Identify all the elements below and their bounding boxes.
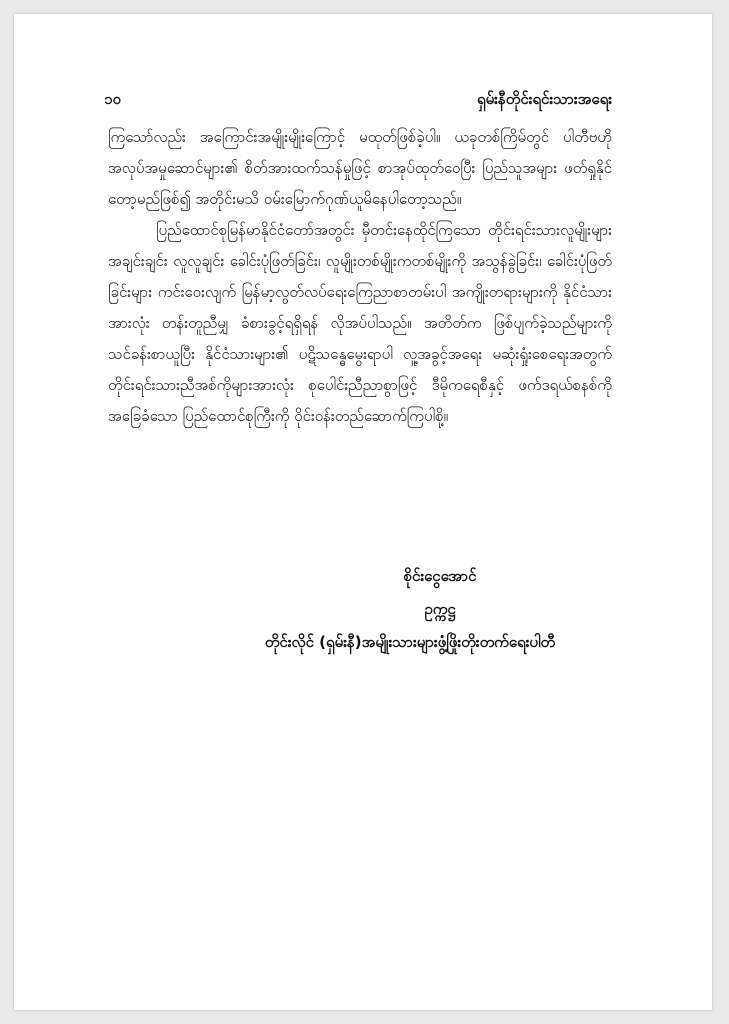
- running-title: ရှမ်းနီတိုင်းရင်းသားအရေး: [476, 90, 612, 108]
- signature-block: [200, 560, 620, 659]
- signatory-name: စိုင်းငွေအောင်: [403, 567, 477, 585]
- body-text: [108, 122, 612, 432]
- signatory-title: ဥက္ကဋ္ဌ: [424, 600, 456, 618]
- paragraph-1: ကြသော်လည်း အကြောင်းအမျိုးမျိုးကြောင့် မထုတ်ဖြစ်ခဲ့ပါ။ ယခုတစ်ကြိမ်တွင် ပါတီဗဟိုအလုပ်အမှုဆောင်များ၏ စိတ်အားထက်သန်မှုဖြင့် စာအုပ်ထုတ်ဝေပြီး ပြည်သူအများ ဖတ်ရှုနိုင်တော့မည်ဖြစ်၍ အတိုင်းမသိ ဝမ်းမြောက်ဂုဏ်ယူမိနေပါတော့သည်။: [108, 128, 612, 208]
- paragraph-2: ပြည်ထောင်စုမြန်မာနိုင်ငံတော်အတွင်း မှီတင်းနေထိုင်ကြသော တိုင်းရင်းသားလူမျိုးများ အချင်းချင်း လူလူချင်း ခေါင်းပုံဖြတ်ခြင်း၊ လူမျိုးတစ်မျိုးကတစ်မျိုးကို အသွန်ခွဲခြင်း၊ ခေါင်းပုံဖြတ်ခြင်းများ ကင်းဝေးလျက် မြန်မာ့လွတ်လပ်ရေးကြေညာစာတမ်းပါ အကျိုးတရားများကို နိုင်ငံသားအားလုံး တန်းတူညီမျှ ခံစားခွင့်ရရှိရန် လိုအပ်ပါသည်။ အတိတ်က ဖြစ်ပျက်ခဲ့သည်များကိုသင်ခန်းစာယူပြီး နိုင်ငံသားများ၏ ပဋိသန္ဓေမွေးရာပါ လူ့အခွင့်အရေး မဆုံးရှုံးစေရေးအတွက် တိုင်းရင်းသားညီအစ်ကိုများအားလုံး စုပေါင်းညီညာစွာဖြင့် ဒီမိုကရေစီနှင့် ဖက်ဒရယ်စနစ်ကို အခြေခံသော ပြည်ထောင်စုကြီးကို ဝိုင်းဝန်းတည်ဆောက်ကြပါစို့။: [108, 221, 612, 425]
- page-number: ၁၀: [104, 90, 121, 108]
- signatory-organization: တိုင်းလိုင် (ရှမ်းနီ)အမျိုးသားများဖွံ့ဖြိုးတိုးတက်ရေးပါတီ: [264, 633, 556, 651]
- page-header: [104, 90, 612, 116]
